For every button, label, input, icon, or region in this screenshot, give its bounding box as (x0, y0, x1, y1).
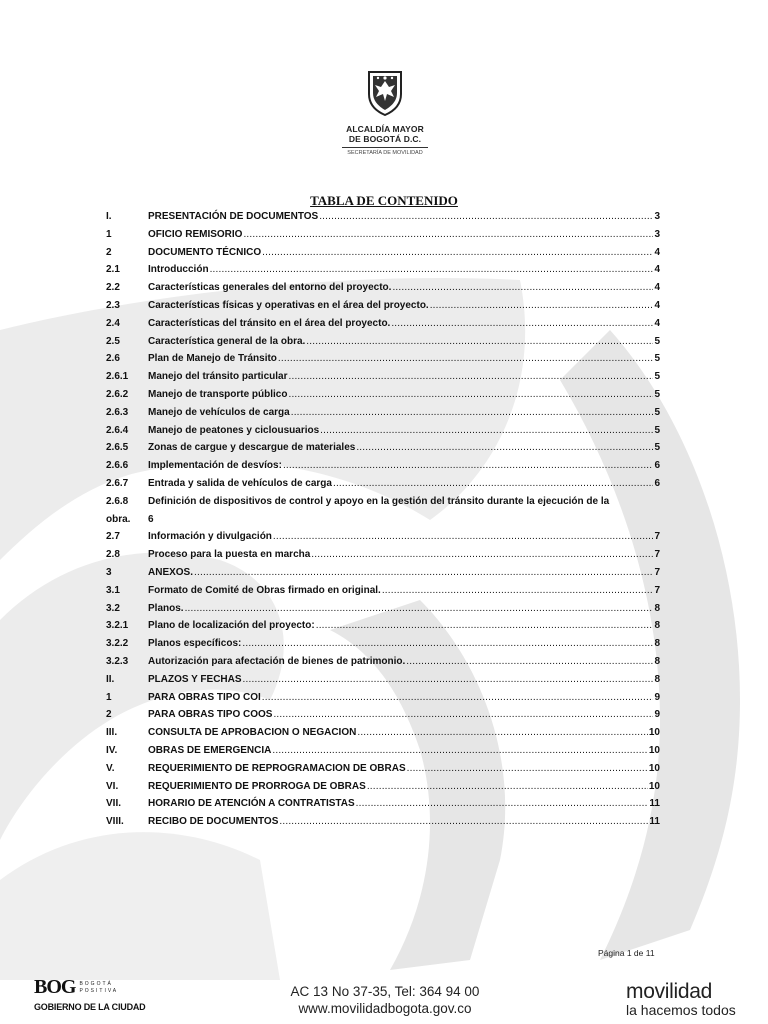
toc-entry[interactable] (106, 603, 660, 621)
toc-entry-page: 8 (654, 673, 660, 685)
toc-entry[interactable] (106, 496, 660, 532)
toc-dot-leader (194, 567, 653, 578)
toc-entry-label: HORARIO DE ATENCIÓN A CONTRATISTAS (148, 798, 355, 810)
toc-dot-leader (333, 478, 653, 489)
toc-entry-label: PARA OBRAS TIPO COI (148, 691, 261, 703)
toc-entry-label: Zonas de cargue y descargue de materiales (148, 442, 356, 454)
toc-dot-leader (407, 763, 648, 774)
bogota-positiva-logo (34, 976, 146, 1012)
toc-entry-label: Información y divulgación (148, 531, 272, 543)
bog-side-line1: BOGOTÁ (79, 980, 113, 987)
toc-entry-number: VI. (106, 780, 119, 792)
toc-entry-number: 2.6.3 (106, 406, 129, 418)
toc-dot-leader (278, 353, 654, 364)
toc-entry-number: V. (106, 762, 115, 774)
toc-title: TABLA DE CONTENIDO (310, 193, 458, 208)
toc-entry-number: 2.6.5 (106, 442, 129, 454)
toc-entry-number: 1 (106, 691, 112, 703)
bog-side-line2: POSITIVA (79, 987, 119, 994)
toc-entry-number: 2.1 (106, 264, 120, 276)
toc-dot-leader (406, 656, 653, 667)
city-hall-logo (335, 70, 435, 157)
gov-city-label: GOBIERNO DE LA CIUDAD (34, 1002, 146, 1012)
toc-entry[interactable] (106, 709, 660, 727)
toc-entry[interactable] (106, 407, 660, 425)
toc-entry-label: Plano de localización del proyecto: (148, 620, 315, 632)
toc-entry[interactable] (106, 229, 660, 247)
toc-dot-leader (262, 247, 653, 258)
toc-entry-page: 8 (654, 602, 660, 614)
toc-dot-leader (391, 318, 653, 329)
toc-entry-page: 10 (648, 727, 660, 739)
toc-entry-page: 9 (654, 691, 660, 703)
toc-dot-leader (242, 638, 653, 649)
toc-entry[interactable] (106, 442, 660, 460)
toc-entry-page: 10 (648, 744, 660, 756)
toc-dot-leader (243, 674, 654, 685)
toc-entry-page: 5 (654, 353, 660, 365)
toc-entry-label: CONSULTA DE APROBACION O NEGACION (148, 727, 357, 739)
toc-entry-label: Planos específicos: (148, 638, 242, 650)
toc-entry[interactable] (106, 247, 660, 265)
toc-entry-number: 2 (106, 246, 112, 258)
toc-dot-leader (356, 442, 653, 453)
toc-dot-leader (185, 603, 654, 614)
toc-entry[interactable] (106, 727, 660, 745)
footer-website[interactable]: www.movilidadbogota.gov.co (298, 1001, 472, 1016)
toc-entry-number: 2.7 (106, 531, 120, 543)
toc-entry-number: 3.2.1 (106, 620, 129, 632)
toc-entry-page: 10 (648, 762, 660, 774)
toc-entry-page: 11 (649, 816, 660, 828)
toc-entry-page: 5 (654, 406, 660, 418)
toc-dot-leader (357, 727, 648, 738)
toc-entry-label: OBRAS DE EMERGENCIA (148, 744, 272, 756)
toc-entry-page: 4 (654, 282, 660, 294)
toc-entry-page: 7 (654, 566, 660, 578)
toc-entry-label: REQUERIMIENTO DE PRORROGA DE OBRAS (148, 780, 366, 792)
toc-entry[interactable] (106, 798, 660, 816)
toc-entry[interactable] (106, 638, 660, 656)
toc-entry-label: Formato de Comité de Obras firmado en original. (148, 584, 381, 596)
toc-entry-continuation: obra. (106, 513, 131, 525)
toc-entry-page: 4 (654, 299, 660, 311)
toc-entry-page: 5 (654, 442, 660, 454)
bog-letters: BOG (34, 976, 76, 998)
toc-dot-leader (356, 798, 649, 809)
toc-entry-number: 2.2 (106, 282, 120, 294)
toc-dot-leader (430, 300, 654, 311)
toc-entry-number: 3 (106, 566, 112, 578)
toc-entry-number: VII. (106, 798, 122, 810)
toc-dot-leader (273, 531, 654, 542)
toc-entry[interactable] (106, 816, 660, 834)
toc-entry-number: 2.6.7 (106, 477, 129, 489)
toc-entry[interactable] (106, 745, 660, 763)
toc-entry-page: 5 (654, 335, 660, 347)
toc-entry-label: Manejo del tránsito particular (148, 371, 288, 383)
toc-entry-label: Característica general de la obra. (148, 335, 306, 347)
logo-divider (342, 147, 428, 148)
toc-entry-label: Definición de dispositivos de control y apoyo en la gestión del tránsito durante la ejecución de la (148, 495, 610, 507)
toc-dot-leader (319, 211, 653, 222)
toc-entry-label: REQUERIMIENTO DE REPROGRAMACION DE OBRAS (148, 762, 406, 774)
toc-entry-label: RECIBO DE DOCUMENTOS (148, 816, 279, 828)
toc-entry-page: 3 (654, 228, 660, 240)
toc-dot-leader (311, 549, 653, 560)
toc-entry[interactable] (106, 300, 660, 318)
toc-entry-page: 4 (654, 317, 660, 329)
toc-entry-label: Introducción (148, 264, 209, 276)
toc-entry-label: DOCUMENTO TÉCNICO (148, 246, 262, 258)
toc-entry-number: 2.6.8 (106, 495, 129, 507)
toc-entry-label: Características físicas y operativas en el área del proyecto. (148, 299, 429, 311)
movilidad-slogan: la hacemos todos (626, 1002, 736, 1018)
toc-entry-page: 5 (654, 388, 660, 400)
toc-entry-number: 2.6.2 (106, 388, 129, 400)
toc-entry[interactable] (106, 353, 660, 371)
toc-dot-leader (272, 745, 648, 756)
toc-entry[interactable] (106, 460, 660, 478)
toc-entry[interactable] (106, 620, 660, 638)
toc-entry-page: 5 (654, 424, 660, 436)
page-number: Página 1 de 11 (598, 948, 655, 958)
toc-entry[interactable] (106, 371, 660, 389)
movilidad-logo (626, 982, 736, 1019)
toc-dot-leader (283, 460, 654, 471)
toc-entry-label: Características generales del entorno del proyecto. (148, 282, 392, 294)
toc-entry-label: Manejo de vehículos de carga (148, 406, 290, 418)
toc-entry[interactable] (106, 264, 660, 282)
toc-entry-number: 3.1 (106, 584, 120, 596)
toc-entry-number: 2.6 (106, 353, 120, 365)
toc-entry-number: I. (106, 211, 112, 222)
toc-entry-page: 8 (654, 638, 660, 650)
toc-entry-number: 3.2.2 (106, 638, 129, 650)
toc-entry-number: 2.8 (106, 549, 120, 561)
logo-text-line2: DE BOGOTÁ D.C. (348, 134, 422, 144)
coat-of-arms-icon (366, 70, 404, 116)
toc-entry-number: 2 (106, 709, 112, 721)
footer-address: AC 13 No 37-35, Tel: 364 94 00 (290, 984, 480, 999)
toc-entry-page: 8 (654, 655, 660, 667)
toc-entry-label: Entrada y salida de vehículos de carga (148, 477, 332, 489)
toc-entry-page: 7 (654, 584, 660, 596)
toc-entry-number: 2.3 (106, 299, 120, 311)
toc-dot-leader (262, 692, 654, 703)
toc-entry[interactable] (106, 531, 660, 549)
toc-entry[interactable] (106, 549, 660, 567)
toc-dot-leader (316, 620, 654, 631)
toc-entry-page: 4 (654, 264, 660, 276)
toc-entry-page: 6 (148, 513, 154, 525)
toc-entry-label: PRESENTACIÓN DE DOCUMENTOS (148, 211, 319, 222)
toc-entry[interactable] (106, 692, 660, 710)
toc-entry-page: 9 (654, 709, 660, 721)
toc-entry-label: Características del tránsito en el área del proyecto. (148, 317, 391, 329)
toc-entry-page: 3 (654, 211, 660, 222)
toc-dot-leader (291, 407, 654, 418)
toc-entry-label: OFICIO REMISORIO (148, 228, 243, 240)
toc-dot-leader (320, 425, 653, 436)
toc-entry-label: Plan de Manejo de Tránsito (148, 353, 277, 365)
toc-dot-leader (367, 781, 648, 792)
toc-entry-label: Manejo de peatones y ciclousuarios (148, 424, 320, 436)
toc-entry-label: Proceso para la puesta en marcha (148, 549, 311, 561)
toc-entry[interactable] (106, 585, 660, 603)
toc-entry-number: 1 (106, 228, 112, 240)
toc-entry[interactable] (106, 478, 660, 496)
toc-entry-number: 2.6.4 (106, 424, 129, 436)
toc-entry[interactable] (106, 318, 660, 336)
toc-entry-page: 4 (654, 246, 660, 258)
toc-dot-leader (279, 816, 648, 827)
toc-entry-number: IV. (106, 744, 118, 756)
toc-entry-number: III. (106, 727, 118, 739)
toc-dot-leader (273, 709, 653, 720)
toc-dot-leader (306, 336, 653, 347)
table-of-contents (106, 211, 660, 834)
toc-entry-label: ANEXOS. (148, 566, 194, 578)
logo-subtitle: SECRETARÍA DE MOVILIDAD (347, 150, 423, 156)
toc-entry-number: 2.4 (106, 317, 120, 329)
toc-entry[interactable] (106, 336, 660, 354)
toc-dot-leader (243, 229, 653, 240)
toc-entry[interactable] (106, 389, 660, 407)
toc-entry-page: 5 (654, 371, 660, 383)
toc-entry-number: 2.6.1 (106, 371, 129, 383)
movilidad-brand: movilidad (626, 980, 713, 1003)
toc-entry-label: PLAZOS Y FECHAS (148, 673, 242, 685)
toc-entry-label: Planos. (148, 602, 184, 614)
toc-dot-leader (392, 282, 653, 293)
toc-entry-page: 7 (654, 549, 660, 561)
toc-entry-page: 10 (648, 780, 660, 792)
toc-entry-label: Implementación de desvíos: (148, 460, 282, 472)
toc-entry[interactable] (106, 674, 660, 692)
toc-entry[interactable] (106, 656, 660, 674)
toc-entry-number: II. (106, 673, 115, 685)
toc-dot-leader (382, 585, 654, 596)
toc-entry-label: PARA OBRAS TIPO COOS (148, 709, 273, 721)
toc-entry-number: 3.2 (106, 602, 120, 614)
toc-entry-number: 2.5 (106, 335, 120, 347)
logo-text-line1: ALCALDÍA MAYOR (346, 124, 424, 134)
toc-entry-number: VIII. (106, 816, 124, 828)
toc-entry[interactable] (106, 567, 660, 585)
toc-entry[interactable] (106, 211, 660, 229)
toc-entry-number: 3.2.3 (106, 655, 129, 667)
toc-entry-page: 6 (654, 460, 660, 472)
toc-entry-page: 11 (649, 798, 660, 810)
toc-dot-leader (288, 389, 653, 400)
toc-entry-page: 6 (654, 477, 660, 489)
toc-entry[interactable] (106, 781, 660, 799)
toc-dot-leader (288, 371, 653, 382)
toc-entry-page: 7 (654, 531, 660, 543)
toc-entry-label: Manejo de transporte público (148, 388, 288, 400)
toc-entry[interactable] (106, 763, 660, 781)
bog-side-text (79, 981, 118, 995)
toc-entry[interactable] (106, 282, 660, 300)
toc-entry-number: 2.6.6 (106, 460, 129, 472)
toc-entry[interactable] (106, 425, 660, 443)
toc-dot-leader (210, 264, 654, 275)
footer-contact (250, 983, 520, 1017)
toc-entry-label: Autorización para afectación de bienes de patrimonio. (148, 655, 406, 667)
toc-entry-page: 8 (654, 620, 660, 632)
